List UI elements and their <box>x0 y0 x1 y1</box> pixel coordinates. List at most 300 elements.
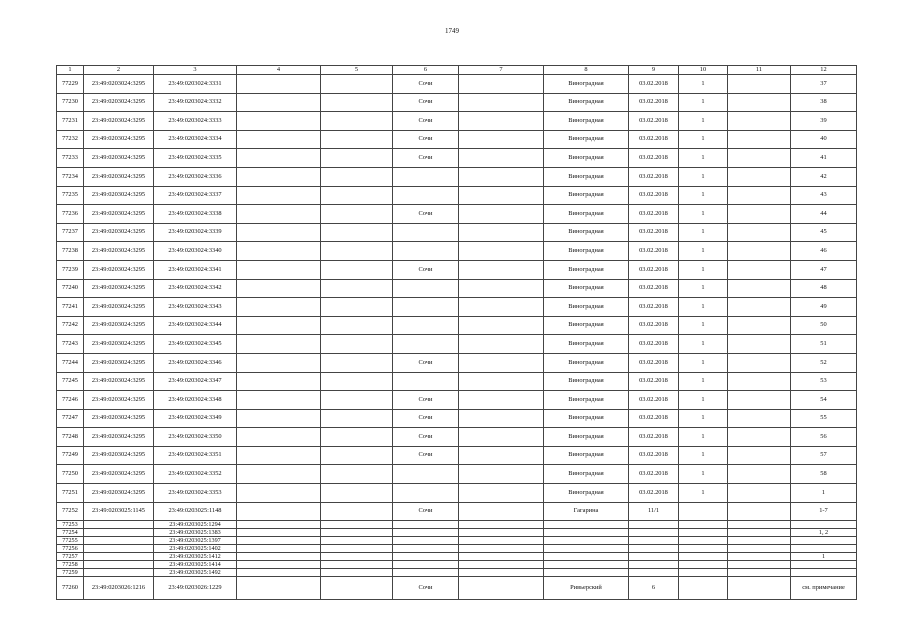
table-row <box>57 569 857 577</box>
table-cell <box>237 205 321 224</box>
table-cell <box>321 205 393 224</box>
table-cell: 23:49:0203025:1294 <box>154 521 237 529</box>
table-cell <box>728 353 791 372</box>
table-cell <box>237 446 321 465</box>
column-header: 11 <box>728 66 791 75</box>
table-cell: Сочи <box>393 130 459 149</box>
table-cell: 1 <box>679 428 728 447</box>
table-cell: 51 <box>791 335 857 354</box>
table-cell <box>728 446 791 465</box>
table-cell: 23:49:0203024:3295 <box>84 353 154 372</box>
table-cell <box>321 112 393 131</box>
table-cell: 03.02.2018 <box>629 242 679 261</box>
table-cell: 77236 <box>57 205 84 224</box>
table-row <box>57 529 857 537</box>
table-row <box>57 577 857 600</box>
table-cell: 03.02.2018 <box>629 391 679 410</box>
table-cell: 23:49:0203025:1148 <box>154 502 237 521</box>
table-cell: Виноградная <box>544 353 629 372</box>
table-row <box>57 298 857 317</box>
table-cell <box>237 553 321 561</box>
table-cell <box>728 537 791 545</box>
table-cell <box>728 502 791 521</box>
table-cell <box>544 545 629 553</box>
table-row <box>57 484 857 503</box>
table-cell: 23:49:0203024:3347 <box>154 372 237 391</box>
table-cell: 23:49:0203024:3343 <box>154 298 237 317</box>
table-cell <box>728 260 791 279</box>
column-header: 1 <box>57 66 84 75</box>
table-cell <box>237 186 321 205</box>
table-cell <box>321 521 393 529</box>
table-cell: Сочи <box>393 260 459 279</box>
table-cell: Виноградная <box>544 149 629 168</box>
table-cell <box>544 537 629 545</box>
table-cell <box>728 372 791 391</box>
table-row <box>57 242 857 261</box>
table-cell: 77245 <box>57 372 84 391</box>
table-cell <box>679 569 728 577</box>
table-cell: 77251 <box>57 484 84 503</box>
table-cell: 23:49:0203024:3295 <box>84 372 154 391</box>
table-cell <box>393 372 459 391</box>
table-cell <box>679 502 728 521</box>
table-cell: 23:49:0203025:1402 <box>154 545 237 553</box>
table-cell <box>459 353 544 372</box>
table-cell <box>237 391 321 410</box>
table-cell <box>321 569 393 577</box>
table-cell <box>321 167 393 186</box>
table-cell: 23:49:0203024:3332 <box>154 93 237 112</box>
table-cell <box>459 428 544 447</box>
table-cell: Виноградная <box>544 186 629 205</box>
table-cell <box>791 569 857 577</box>
table-cell: 45 <box>791 223 857 242</box>
table-cell <box>237 484 321 503</box>
table-cell <box>237 130 321 149</box>
table-cell: 23:49:0203024:3295 <box>84 409 154 428</box>
table-cell <box>393 223 459 242</box>
table-cell <box>393 537 459 545</box>
table-cell: 23:49:0203024:3295 <box>84 484 154 503</box>
table-cell: 23:49:0203024:3333 <box>154 112 237 131</box>
table-cell <box>679 529 728 537</box>
table-cell: 1 <box>679 93 728 112</box>
column-header: 10 <box>679 66 728 75</box>
table-cell <box>791 561 857 569</box>
table-cell: 03.02.2018 <box>629 130 679 149</box>
table-cell <box>629 569 679 577</box>
table-cell: 23:49:0203025:1414 <box>154 561 237 569</box>
table-cell: 1 <box>791 484 857 503</box>
table-cell <box>393 242 459 261</box>
table-cell <box>728 428 791 447</box>
table-cell: 23:49:0203024:3295 <box>84 149 154 168</box>
table-cell: 38 <box>791 93 857 112</box>
table-cell: Виноградная <box>544 428 629 447</box>
table-cell <box>321 529 393 537</box>
table-cell: 77256 <box>57 545 84 553</box>
table-cell: Виноградная <box>544 112 629 131</box>
table-row <box>57 260 857 279</box>
table-cell: 1 <box>679 316 728 335</box>
table-cell <box>728 529 791 537</box>
table-cell <box>393 186 459 205</box>
table-cell: 23:49:0203024:3295 <box>84 167 154 186</box>
table-cell: 1 <box>679 130 728 149</box>
table-cell <box>237 335 321 354</box>
table-cell <box>237 242 321 261</box>
table-cell: 77246 <box>57 391 84 410</box>
table-cell <box>237 372 321 391</box>
table-cell: Виноградная <box>544 242 629 261</box>
table-cell <box>237 279 321 298</box>
table-cell: 23:49:0203024:3295 <box>84 75 154 94</box>
table-cell: 44 <box>791 205 857 224</box>
table-cell: 23:49:0203024:3353 <box>154 484 237 503</box>
table-cell: 50 <box>791 316 857 335</box>
column-header: 3 <box>154 66 237 75</box>
table-cell: 1 <box>679 391 728 410</box>
table-cell: Виноградная <box>544 316 629 335</box>
table-cell <box>728 521 791 529</box>
table-cell: Сочи <box>393 502 459 521</box>
table-cell <box>459 242 544 261</box>
table-cell <box>321 465 393 484</box>
table-cell: 1 <box>679 279 728 298</box>
table-cell: 23:49:0203024:3339 <box>154 223 237 242</box>
table-cell: 23:49:0203024:3295 <box>84 335 154 354</box>
table-cell: 23:49:0203024:3342 <box>154 279 237 298</box>
table-cell <box>237 409 321 428</box>
table-cell: 23:49:0203024:3336 <box>154 167 237 186</box>
table-cell: 77238 <box>57 242 84 261</box>
table-cell: 77255 <box>57 537 84 545</box>
table-cell <box>321 502 393 521</box>
table-cell: 23:49:0203025:1383 <box>154 529 237 537</box>
table-cell <box>459 260 544 279</box>
table-cell <box>84 553 154 561</box>
table-cell: 03.02.2018 <box>629 205 679 224</box>
column-header: 6 <box>393 66 459 75</box>
table-cell <box>84 529 154 537</box>
column-header: 8 <box>544 66 629 75</box>
table-cell: 23:49:0203025:1145 <box>84 502 154 521</box>
table-cell: 23:49:0203026:1216 <box>84 577 154 600</box>
table-cell: 77237 <box>57 223 84 242</box>
table-cell: Сочи <box>393 446 459 465</box>
table-cell: 1 <box>679 242 728 261</box>
column-header: 4 <box>237 66 321 75</box>
table-cell <box>459 372 544 391</box>
table-cell: 77241 <box>57 298 84 317</box>
table-cell <box>393 167 459 186</box>
table-cell: 1 <box>679 465 728 484</box>
table-cell: 23:49:0203024:3331 <box>154 75 237 94</box>
table-cell <box>393 298 459 317</box>
table-cell <box>321 130 393 149</box>
table-cell <box>321 223 393 242</box>
table-cell: 57 <box>791 446 857 465</box>
table-cell: 1 <box>679 409 728 428</box>
table-cell <box>459 569 544 577</box>
table-cell <box>728 149 791 168</box>
table-cell <box>321 260 393 279</box>
table-cell <box>728 167 791 186</box>
table-cell: 1 <box>679 298 728 317</box>
table-cell: Виноградная <box>544 130 629 149</box>
table-cell: 1 <box>679 149 728 168</box>
table-cell <box>459 279 544 298</box>
table-cell: 03.02.2018 <box>629 223 679 242</box>
table-cell: 58 <box>791 465 857 484</box>
table-cell <box>459 577 544 600</box>
table-cell: Виноградная <box>544 93 629 112</box>
table-cell <box>728 484 791 503</box>
table-row <box>57 279 857 298</box>
table-cell: 23:49:0203024:3295 <box>84 260 154 279</box>
table-row <box>57 223 857 242</box>
table-cell: Виноградная <box>544 75 629 94</box>
table-cell <box>459 186 544 205</box>
table-cell <box>321 561 393 569</box>
table-cell: 48 <box>791 279 857 298</box>
table-cell <box>393 484 459 503</box>
table-cell: Виноградная <box>544 446 629 465</box>
table-cell <box>321 484 393 503</box>
table-cell: 1 <box>679 167 728 186</box>
table-cell: 1 <box>679 335 728 354</box>
table-cell <box>393 569 459 577</box>
table-cell: 77254 <box>57 529 84 537</box>
table-cell <box>321 428 393 447</box>
table-cell: Ривьерский <box>544 577 629 600</box>
table-cell <box>679 545 728 553</box>
table-cell: Сочи <box>393 75 459 94</box>
table-cell: Виноградная <box>544 205 629 224</box>
table-cell: 23:49:0203024:3349 <box>154 409 237 428</box>
table-cell <box>459 205 544 224</box>
table-cell <box>321 353 393 372</box>
table-cell <box>237 577 321 600</box>
table-cell <box>544 521 629 529</box>
table-cell <box>459 529 544 537</box>
table-cell: 56 <box>791 428 857 447</box>
table-cell <box>237 167 321 186</box>
table-cell <box>237 561 321 569</box>
table-cell <box>459 316 544 335</box>
table-cell: 23:49:0203024:3295 <box>84 316 154 335</box>
table-cell: 1, 2 <box>791 529 857 537</box>
table-cell: 23:49:0203024:3295 <box>84 446 154 465</box>
table-cell: 77253 <box>57 521 84 529</box>
table-cell: 41 <box>791 149 857 168</box>
table-cell: 23:49:0203024:3295 <box>84 112 154 131</box>
table-cell <box>321 298 393 317</box>
table-cell <box>237 149 321 168</box>
table-cell <box>459 391 544 410</box>
column-number-row <box>57 66 857 75</box>
table-cell <box>728 242 791 261</box>
table-cell <box>728 391 791 410</box>
table-cell: 77244 <box>57 353 84 372</box>
table-cell <box>728 409 791 428</box>
table-cell <box>321 75 393 94</box>
table-cell <box>84 561 154 569</box>
table-row <box>57 428 857 447</box>
table-cell <box>459 521 544 529</box>
table-cell <box>321 186 393 205</box>
table-body <box>57 75 857 600</box>
table-cell <box>393 529 459 537</box>
column-header: 9 <box>629 66 679 75</box>
table-cell <box>393 545 459 553</box>
table-cell: 23:49:0203024:3295 <box>84 93 154 112</box>
table-cell: 77242 <box>57 316 84 335</box>
table-cell <box>728 569 791 577</box>
table-cell <box>728 205 791 224</box>
table-cell <box>679 521 728 529</box>
table-cell <box>321 446 393 465</box>
table-cell <box>629 529 679 537</box>
table-cell <box>728 186 791 205</box>
table-cell: 23:49:0203024:3295 <box>84 465 154 484</box>
table-cell: 1 <box>679 112 728 131</box>
table-cell: 23:49:0203024:3337 <box>154 186 237 205</box>
table-cell: 23:49:0203024:3341 <box>154 260 237 279</box>
table-cell: 77259 <box>57 569 84 577</box>
table-cell <box>84 521 154 529</box>
table-cell <box>237 545 321 553</box>
table-cell: 42 <box>791 167 857 186</box>
table-cell: 77260 <box>57 577 84 600</box>
table-cell <box>629 537 679 545</box>
table-cell <box>237 529 321 537</box>
table-cell: 23:49:0203024:3344 <box>154 316 237 335</box>
table-cell: 03.02.2018 <box>629 316 679 335</box>
table-cell: 77234 <box>57 167 84 186</box>
table-cell <box>728 316 791 335</box>
table-cell: Виноградная <box>544 298 629 317</box>
table-cell <box>459 298 544 317</box>
table-cell: 1 <box>679 372 728 391</box>
column-header: 7 <box>459 66 544 75</box>
table-cell: 6 <box>629 577 679 600</box>
table-cell <box>237 223 321 242</box>
table-cell: Сочи <box>393 112 459 131</box>
table-row <box>57 149 857 168</box>
table-cell <box>237 316 321 335</box>
table-cell <box>237 569 321 577</box>
table-cell: 77252 <box>57 502 84 521</box>
table-cell <box>321 335 393 354</box>
table-row <box>57 130 857 149</box>
table-row <box>57 521 857 529</box>
table-cell <box>459 484 544 503</box>
table-cell <box>791 521 857 529</box>
table-cell <box>728 75 791 94</box>
table-cell <box>544 569 629 577</box>
table-cell <box>459 502 544 521</box>
table-row <box>57 205 857 224</box>
table-cell <box>393 279 459 298</box>
table-cell: 23:49:0203024:3295 <box>84 223 154 242</box>
table-cell <box>459 561 544 569</box>
table-cell: 77232 <box>57 130 84 149</box>
table-cell: 03.02.2018 <box>629 353 679 372</box>
table-cell: 37 <box>791 75 857 94</box>
table-cell: 77250 <box>57 465 84 484</box>
table-cell <box>459 465 544 484</box>
table-cell <box>459 75 544 94</box>
table-cell <box>544 561 629 569</box>
table-cell: 77257 <box>57 553 84 561</box>
table-cell: 03.02.2018 <box>629 428 679 447</box>
table-cell <box>393 335 459 354</box>
table-row <box>57 561 857 569</box>
table-cell: Виноградная <box>544 223 629 242</box>
table-cell: см. примечание <box>791 577 857 600</box>
table-cell <box>459 93 544 112</box>
table-cell: Сочи <box>393 391 459 410</box>
table-cell: 23:49:0203024:3350 <box>154 428 237 447</box>
table-cell: 23:49:0203024:3295 <box>84 428 154 447</box>
column-header: 5 <box>321 66 393 75</box>
table-cell: 54 <box>791 391 857 410</box>
table-row <box>57 335 857 354</box>
table-cell: Сочи <box>393 205 459 224</box>
table-cell: 77240 <box>57 279 84 298</box>
table-cell: 1 <box>679 75 728 94</box>
table-cell: 1-7 <box>791 502 857 521</box>
table-cell: 43 <box>791 186 857 205</box>
table-cell <box>237 465 321 484</box>
column-header: 2 <box>84 66 154 75</box>
table-cell <box>237 93 321 112</box>
table-cell <box>393 316 459 335</box>
page-number: 1749 <box>445 27 459 35</box>
table-cell: 23:49:0203025:1397 <box>154 537 237 545</box>
table-cell <box>459 167 544 186</box>
table-cell <box>728 112 791 131</box>
table-cell <box>728 298 791 317</box>
table-cell: Виноградная <box>544 391 629 410</box>
table-cell <box>321 279 393 298</box>
table-cell <box>459 335 544 354</box>
table-row <box>57 186 857 205</box>
table-cell: 47 <box>791 260 857 279</box>
table-cell: Сочи <box>393 149 459 168</box>
table-cell <box>321 545 393 553</box>
table-cell <box>728 553 791 561</box>
table-cell <box>728 93 791 112</box>
table-cell <box>679 553 728 561</box>
table-cell <box>321 93 393 112</box>
table-cell <box>791 545 857 553</box>
table-cell: 77243 <box>57 335 84 354</box>
table-cell: 03.02.2018 <box>629 465 679 484</box>
table-cell: 77233 <box>57 149 84 168</box>
table-cell: 77231 <box>57 112 84 131</box>
table-cell: Виноградная <box>544 409 629 428</box>
table-row <box>57 502 857 521</box>
table-cell: 23:49:0203024:3295 <box>84 391 154 410</box>
table-cell: 23:49:0203024:3295 <box>84 298 154 317</box>
table-cell <box>237 521 321 529</box>
table-cell: 1 <box>679 353 728 372</box>
table-cell: 23:49:0203024:3334 <box>154 130 237 149</box>
table-cell: 23:49:0203024:3335 <box>154 149 237 168</box>
